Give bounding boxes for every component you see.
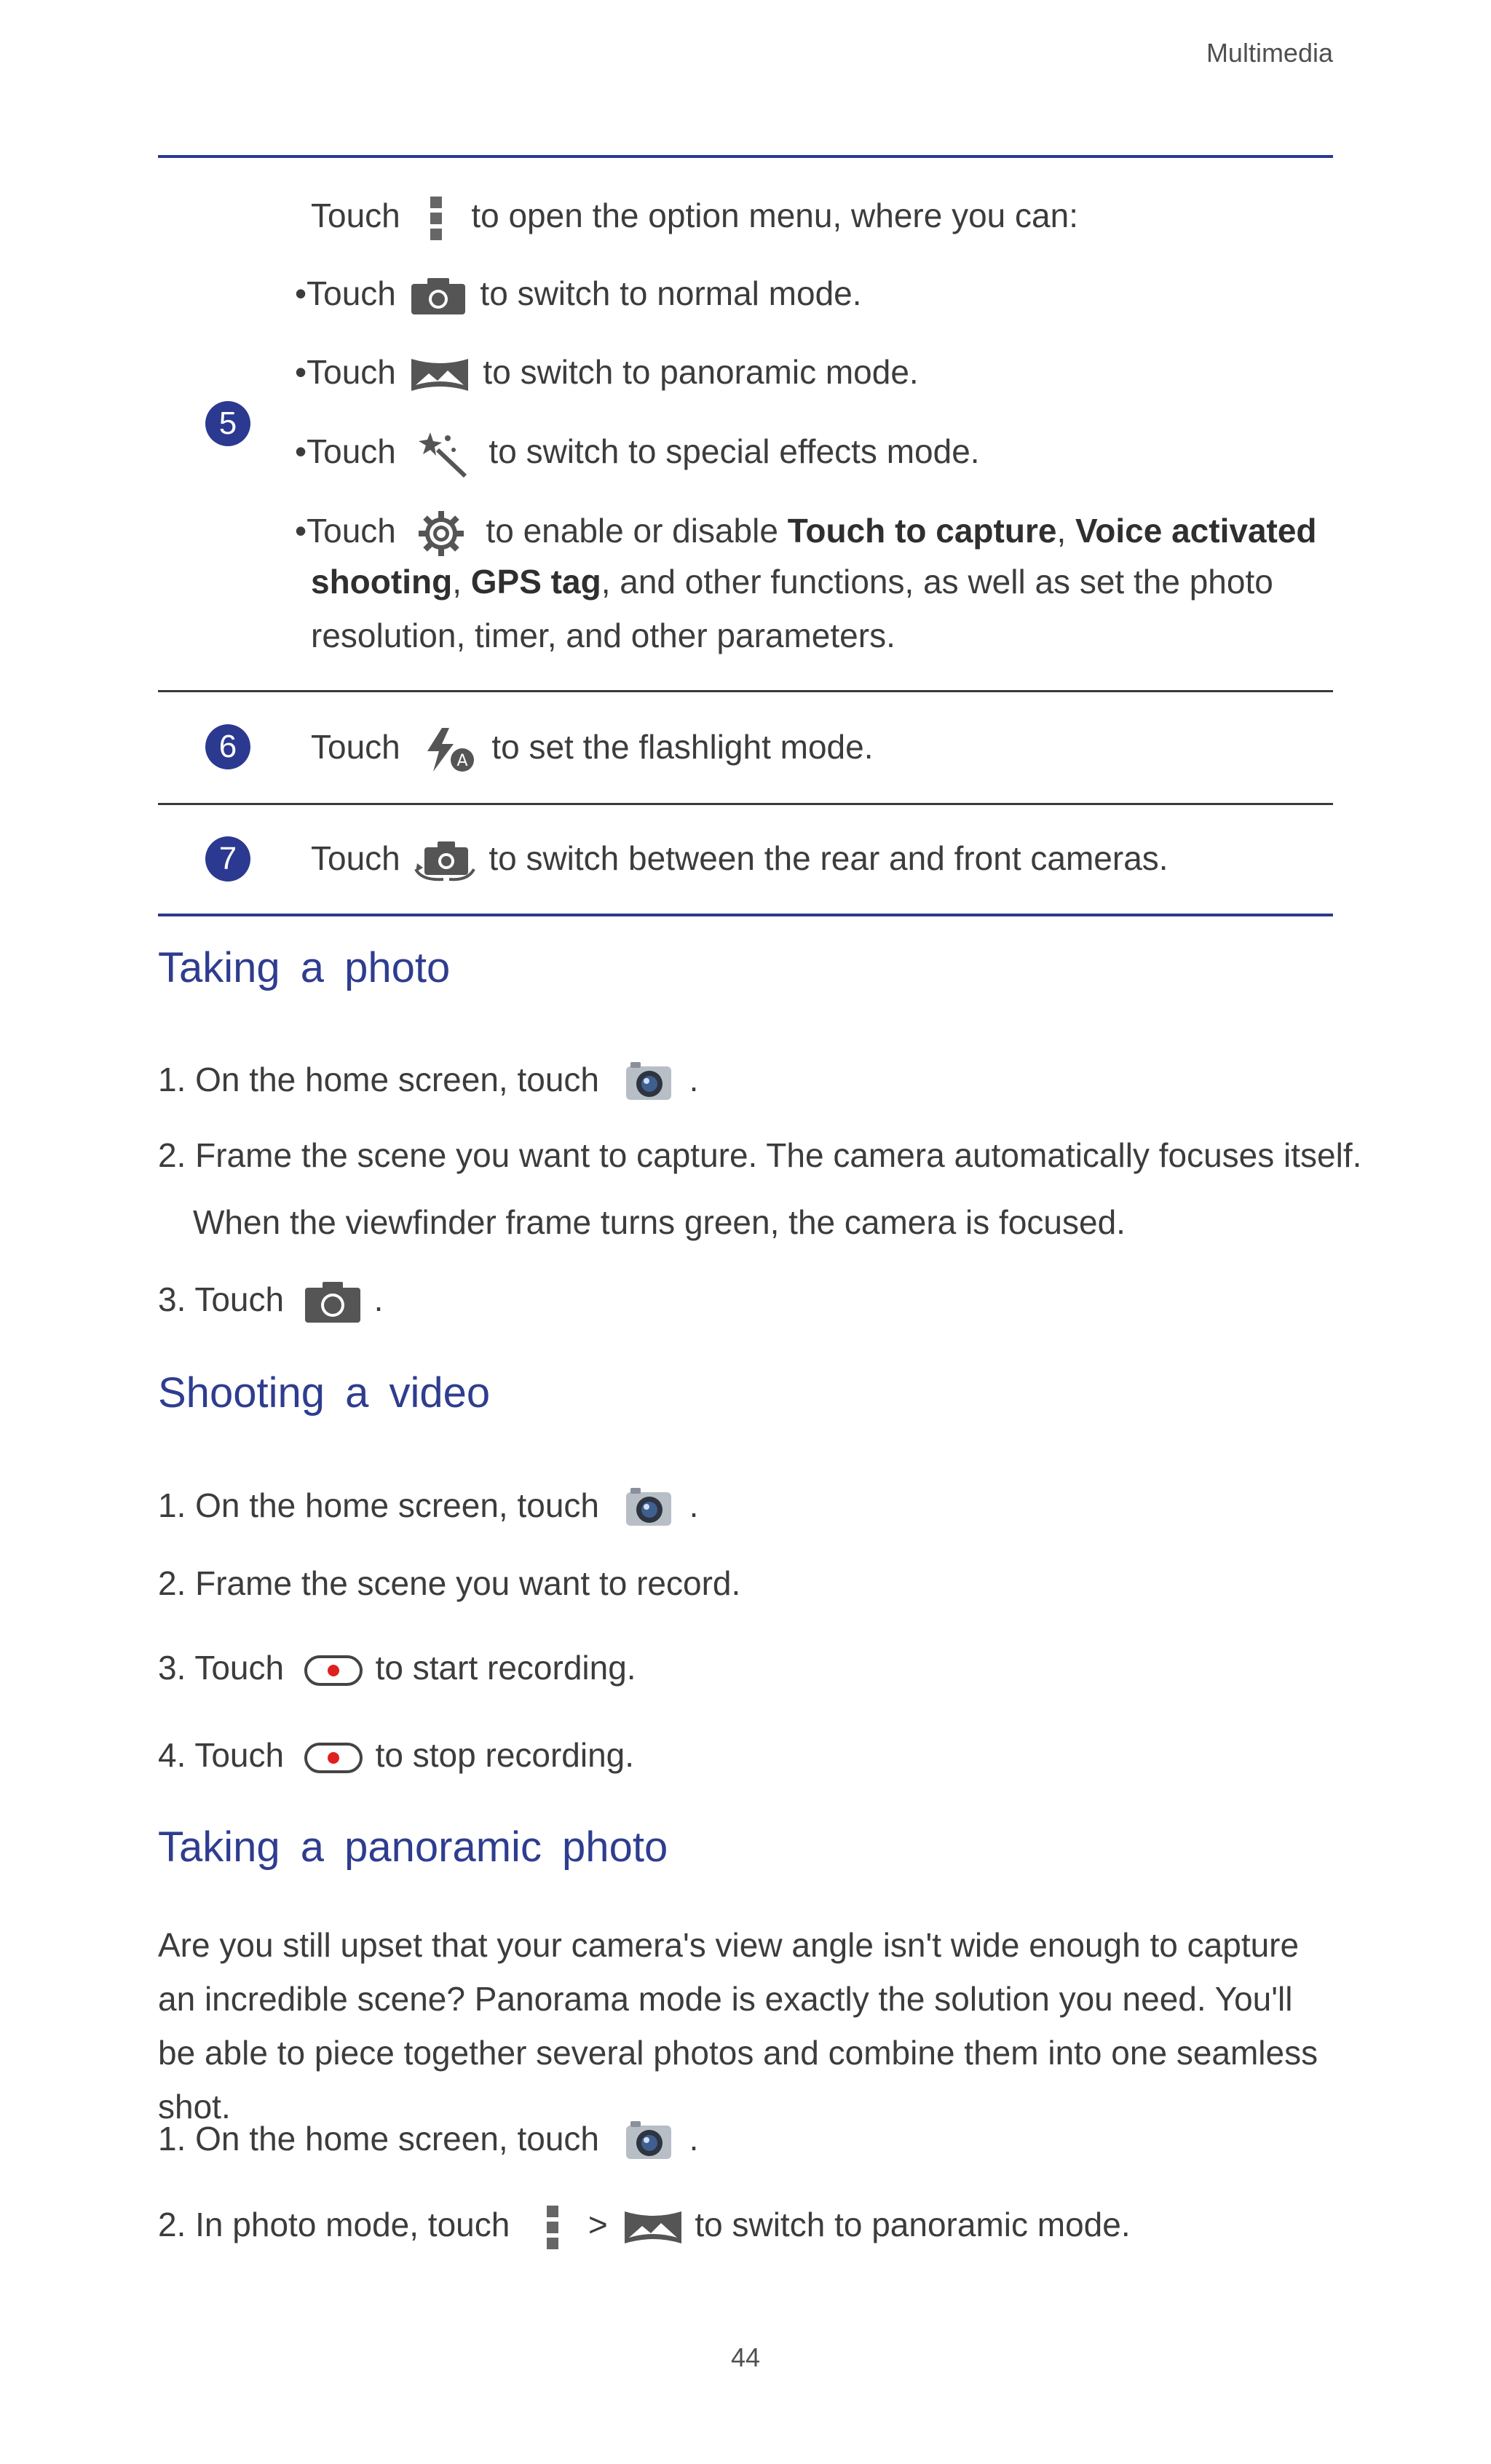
touch-label: •Touch (295, 512, 396, 550)
section-title-taking-photo: Taking a photo (158, 944, 451, 991)
step-text: to stop recording. (375, 1736, 635, 1774)
switch-camera-row (311, 839, 1168, 882)
period: . (689, 2120, 699, 2158)
magic-wand-icon (417, 431, 468, 478)
step-number-5: 5 (205, 401, 250, 446)
table-top-rule (158, 155, 1333, 158)
panorama-icon (410, 356, 470, 394)
period: . (689, 1486, 699, 1525)
period: . (689, 1061, 699, 1099)
video-step-1 (158, 1485, 698, 1532)
photo-step-2: 2. Frame the scene you want to capture. The camera automatically focuses itself. (158, 1136, 1362, 1174)
flash-text: to set the flashlight mode. (491, 728, 874, 766)
table-row-rule (158, 690, 1333, 692)
photo-step-2-cont: When the viewfinder frame turns green, the camera is focused. (193, 1203, 1126, 1241)
stop-record-button-icon (304, 1742, 363, 1774)
bullet-settings (295, 510, 1317, 558)
camera-icon (410, 277, 467, 316)
bullet-text: to switch to normal mode. (480, 274, 862, 312)
step-text: 1. On the home screen, touch (158, 2120, 600, 2158)
pano-step-1 (158, 2118, 698, 2165)
bullet-settings-line3: resolution, timer, and other parameters. (311, 617, 895, 654)
photo-step-1 (158, 1059, 698, 1106)
touch-label: •Touch (295, 432, 396, 471)
touch-label: Touch (311, 197, 400, 235)
camera-app-icon (623, 1485, 674, 1532)
step-text: 3. Touch (158, 1649, 285, 1687)
record-button-icon (304, 1655, 363, 1687)
flash-auto-icon (424, 726, 475, 773)
step-text: 1. On the home screen, touch (158, 1061, 600, 1099)
svg-text:A: A (456, 752, 468, 770)
touch-label: •Touch (295, 274, 396, 312)
period: . (373, 1280, 384, 1318)
panoramic-intro: Are you still upset that your camera's view angle isn't wide enough to capture an incredible scene? Panorama mode is exactly the solution you need. You'll be able to piece together several photos and combine them into one seamless shot. (158, 1926, 1318, 2126)
step-number-7: 7 (205, 836, 250, 882)
step-text: 1. On the home screen, touch (158, 1486, 600, 1525)
bullet-panoramic-mode (295, 352, 919, 394)
menu-separator: > (588, 2206, 608, 2244)
touch-label: Touch (311, 839, 400, 877)
option-menu-intro (311, 195, 1078, 242)
panorama-icon (623, 2209, 683, 2246)
touch-label: •Touch (295, 353, 396, 391)
step-text: 4. Touch (158, 1736, 285, 1774)
camera-app-icon (623, 2118, 674, 2165)
option-menu-text: to open the option menu, where you can: (471, 197, 1078, 235)
voice-activated-label: Voice activated (1075, 512, 1317, 550)
switch-camera-text: to switch between the rear and front cameras. (489, 839, 1168, 877)
shutter-button-icon (304, 1280, 362, 1324)
flash-row (311, 726, 874, 773)
section-title-shooting-video: Shooting a video (158, 1369, 491, 1417)
photo-step-3 (158, 1280, 383, 1324)
bullet-settings-line2 (311, 562, 1273, 601)
settings-gear-icon (417, 510, 465, 558)
video-step-3 (158, 1648, 636, 1687)
separator: , (452, 563, 471, 601)
switch-camera-icon (414, 840, 475, 882)
settings-text: to enable or disable (486, 512, 788, 550)
table-row-rule (158, 803, 1333, 805)
gps-tag-label: GPS tag (470, 563, 601, 601)
bullet-normal-mode (295, 274, 862, 316)
page-number: 44 (730, 2342, 761, 2372)
section-title-panoramic: Taking a panoramic photo (158, 1823, 668, 1871)
separator: , (1056, 512, 1075, 550)
step-text: 2. In photo mode, touch (158, 2206, 510, 2244)
step-text: 3. Touch (158, 1280, 285, 1318)
touch-to-capture-label: Touch to capture (787, 512, 1057, 550)
camera-app-icon (623, 1059, 674, 1106)
video-step-2: 2. Frame the scene you want to record. (158, 1564, 741, 1602)
step-number-6: 6 (205, 724, 250, 769)
table-bottom-rule (158, 914, 1333, 916)
pano-step-2 (158, 2204, 1131, 2251)
more-options-icon (545, 2204, 560, 2251)
touch-label: Touch (311, 728, 400, 766)
shooting-label: shooting (311, 563, 453, 601)
settings-text: , and other functions, as well as set the photo (601, 563, 1273, 601)
more-options-icon (429, 195, 443, 242)
step-text: to start recording. (375, 1649, 636, 1687)
running-header: Multimedia (1206, 38, 1333, 68)
video-step-4 (158, 1735, 634, 1775)
bullet-effects-mode (295, 431, 980, 478)
step-text: to switch to panoramic mode. (695, 2206, 1131, 2244)
bullet-text: to switch to panoramic mode. (483, 353, 919, 391)
bullet-text: to switch to special effects mode. (489, 432, 980, 471)
